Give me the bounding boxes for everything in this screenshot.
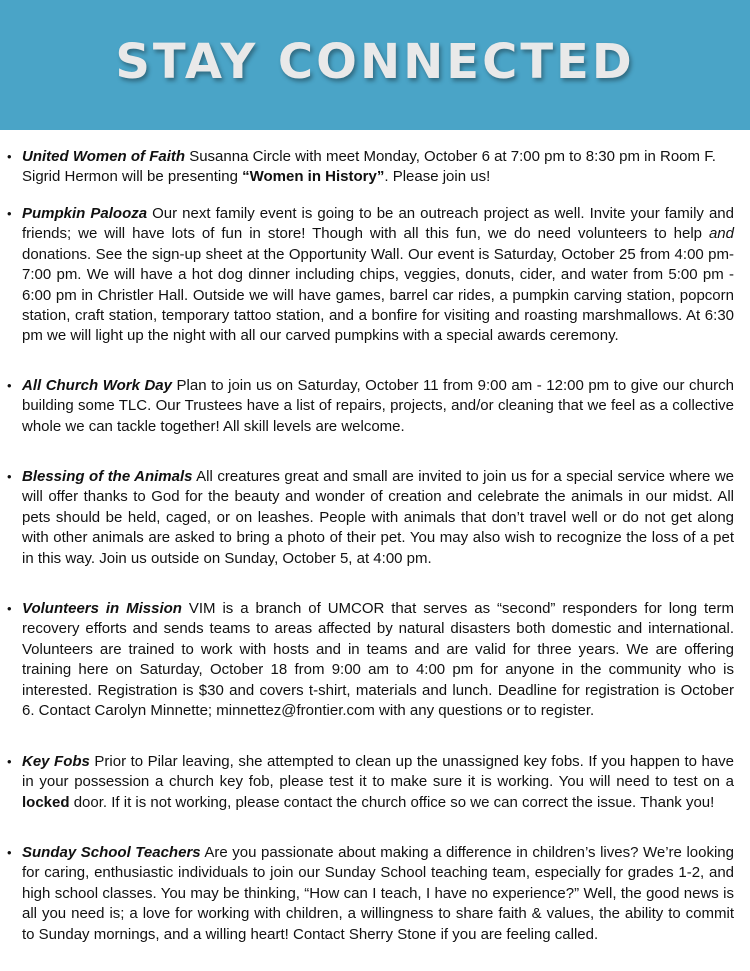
announcement-blessing-of-the-animals bbox=[0, 467, 750, 569]
emphasis-text: locked bbox=[22, 793, 70, 811]
announcement-volunteers-in-mission bbox=[0, 599, 750, 721]
announcement-united-women-of-faith bbox=[0, 147, 750, 188]
bullet: • bbox=[7, 206, 12, 221]
announcement-sunday-school-teachers bbox=[0, 843, 750, 945]
bullet: • bbox=[7, 601, 12, 616]
announcement-title: United Women of Faith bbox=[22, 148, 186, 165]
announcement-all-church-work-day bbox=[0, 376, 750, 437]
announcement-title: All Church Work Day bbox=[22, 377, 172, 394]
announcement-title: Sunday School Teachers bbox=[22, 844, 201, 861]
announcement-text-end: . Please join us! bbox=[384, 168, 491, 186]
bullet: • bbox=[7, 149, 12, 164]
announcement-text: Our next family event is going to be an outreach project as well. Invite your family and friends; we will have lots of fun in store! Though with all this fun, we do need volunteers to help bbox=[22, 205, 734, 243]
announcement-text-end: donations. See the sign-up sheet at the Opportunity Wall. Our event is Saturday, October 25 from 4:00 pm-7:00 pm. We will have a hot dog dinner including chips, veggies, donuts, cider, and water from 5:00 pm - 6:00 pm in Christler Hall. Outside we will have games, barrel car rides, a pumpkin carving station, popcorn station, craft station, temporary tattoo station, and a bonfire for visiting and roasting marshmallows. At 6:30 pm we will light up the night with all our carved pumpkins with a special awards ceremony. bbox=[22, 245, 734, 345]
emphasis-text: and bbox=[708, 225, 734, 243]
announcement-text: VIM is a branch of UMCOR that serves as “second” responders for long term recovery efforts and sends teams to areas affected by natural disasters both domestic and international. Volunteers are trained to work with hosts and in teams and are valid for three years. We are offering training here on Saturday, October 18 from 9:00 am to 4:00 pm for anyone in the community who is interested. Registration is $30 and covers t-shirt, materials and lunch. Deadline for registration is October 6. Contact Carolyn Minnette; minnettez@frontier.com with any questions or to register. bbox=[22, 600, 734, 720]
announcement-text: Plan to join us on Saturday, October 11 from 9:00 am - 12:00 pm to give our church building some TLC. Our Trustees have a list of repairs, projects, and/or cleaning that we feel as a collective whole we can tackle together! All skill levels are welcome. bbox=[22, 377, 734, 435]
bullet: • bbox=[7, 469, 12, 484]
announcement-text-end: door. If it is not working, please contact the church office so we can correct the issue. Thank you! bbox=[69, 793, 715, 811]
header-banner bbox=[0, 0, 750, 130]
page-title: STAY CONNECTED bbox=[115, 34, 635, 90]
announcement-text: All creatures great and small are invited to join us for a special service where we will offer thanks to God for the beauty and wonder of creation and celebrate the animals in our midst. All pets should be held, caged, or on leashes. People with animals that don’t travel well or do not get along with other animals are asked to bring a photo of their pet. You may also wish to recognize the loss of a pet in this way. Join us outside on Sunday, October 5, at 4:00 pm. bbox=[22, 468, 734, 567]
talk-title: “Women in History” bbox=[242, 168, 385, 186]
bullet: • bbox=[7, 754, 12, 769]
announcement-title: Blessing of the Animals bbox=[22, 468, 193, 485]
bullet: • bbox=[7, 845, 12, 860]
announcement-title: Key Fobs bbox=[22, 753, 90, 770]
announcement-text: Susanna Circle with meet Monday, October 6 at 7:00 pm to 8:30 pm in Room F. Sigrid Hermon will be presenting bbox=[22, 148, 716, 186]
bullet: • bbox=[7, 378, 12, 393]
announcement-title: Volunteers in Mission bbox=[22, 600, 182, 617]
announcement-title: Pumpkin Palooza bbox=[22, 205, 148, 222]
announcement-text: Prior to Pilar leaving, she attempted to clean up the unassigned key fobs. If you happen to have in your possession a church key fob, please test it to make sure it is working. You will need to test on a bbox=[22, 753, 735, 791]
announcement-text: Are you passionate about making a difference in children’s lives? We’re looking for caring, enthusiastic individuals to join our Sunday School teaching team, especially for grades 1-2, and high school classes. You may be thinking, “How can I teach, I have no experience?” Well, the good news is all you need is; a love for working with children, a willingness to share faith & values, the ability to commit to Sunday mornings, and a willing heart! Contact Sherry Stone if you are feeling called. bbox=[22, 844, 734, 943]
announcement-pumpkin-palooza bbox=[0, 204, 750, 347]
announcement-key-fobs bbox=[0, 752, 750, 813]
